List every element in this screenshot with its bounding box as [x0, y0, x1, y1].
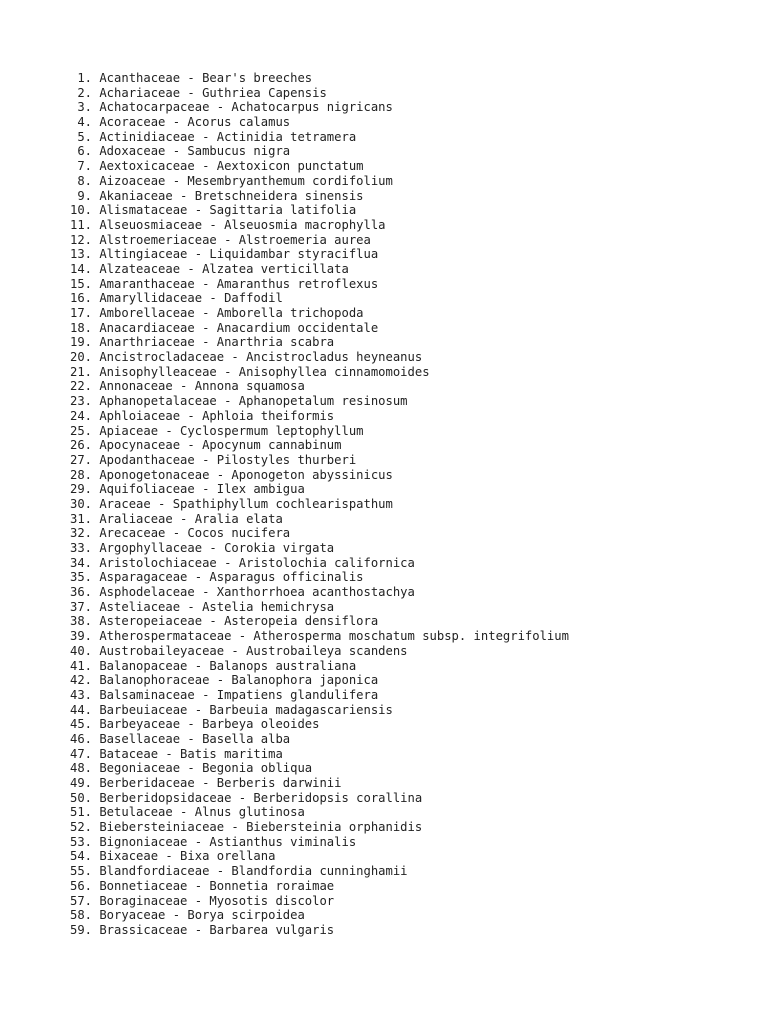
list-item: 52. Biebersteiniaceae - Biebersteinia orphanidis [70, 820, 423, 835]
list-item: 21. Anisophylleaceae - Anisophyllea cinnamomoides [70, 364, 430, 379]
list-item: 5. Actinidiaceae - Actinidia tetramera [70, 129, 357, 144]
list-item: 10. Alismataceae - Sagittaria latifolia [70, 203, 357, 218]
list-item: 48. Begoniaceae - Begonia obliqua [70, 761, 313, 776]
list-item: 25. Apiaceae - Cyclospermum leptophyllum [70, 423, 364, 438]
list-item: 34. Aristolochiaceae - Aristolochia californica [70, 555, 415, 570]
list-item: 43. Balsaminaceae - Impatiens glandulifera [70, 687, 379, 702]
list-item: 23. Aphanopetalaceae - Aphanopetalum resinosum [70, 394, 408, 409]
list-item: 32. Arecaceae - Cocos nucifera [70, 526, 291, 541]
list-item: 4. Acoraceae - Acorus calamus [70, 115, 291, 130]
list-item: 56. Bonnetiaceae - Bonnetia roraimae [70, 878, 335, 893]
plant-family-list [70, 71, 569, 938]
list-item: 3. Achatocarpaceae - Achatocarpus nigricans [70, 100, 393, 115]
list-item: 50. Berberidopsidaceae - Berberidopsis corallina [70, 790, 423, 805]
list-item: 15. Amaranthaceae - Amaranthus retroflexus [70, 276, 379, 291]
list-item: 14. Alzateaceae - Alzatea verticillata [70, 261, 349, 276]
list-item: 42. Balanophoraceae - Balanophora japonica [70, 673, 379, 688]
list-item: 37. Asteliaceae - Astelia hemichrysa [70, 599, 335, 614]
list-item: 51. Betulaceae - Alnus glutinosa [70, 805, 305, 820]
list-item: 6. Adoxaceae - Sambucus nigra [70, 144, 291, 159]
list-item: 35. Asparagaceae - Asparagus officinalis [70, 570, 364, 585]
list-item: 22. Annonaceae - Annona squamosa [70, 379, 305, 394]
list-item: 7. Aextoxicaceae - Aextoxicon punctatum [70, 159, 364, 174]
list-item: 57. Boraginaceae - Myosotis discolor [70, 893, 335, 908]
list-item: 46. Basellaceae - Basella alba [70, 731, 291, 746]
list-item: 41. Balanopaceae - Balanops australiana [70, 658, 357, 673]
list-item: 44. Barbeuiaceae - Barbeuia madagascariensis [70, 702, 393, 717]
list-item: 9. Akaniaceae - Bretschneidera sinensis [70, 188, 364, 203]
list-item: 58. Boryaceae - Borya scirpoidea [70, 908, 305, 923]
list-item: 47. Bataceae - Batis maritima [70, 746, 283, 761]
list-item: 31. Araliaceae - Aralia elata [70, 511, 283, 526]
list-item: 11. Alseuosmiaceae - Alseuosmia macrophylla [70, 217, 386, 232]
list-item: 2. Achariaceae - Guthriea Capensis [70, 85, 327, 100]
list-item: 12. Alstroemeriaceae - Alstroemeria aurea [70, 232, 371, 247]
list-item: 29. Aquifoliaceae - Ilex ambigua [70, 482, 305, 497]
list-item: 19. Anarthriaceae - Anarthria scabra [70, 335, 335, 350]
list-item: 17. Amborellaceae - Amborella trichopoda [70, 306, 364, 320]
list-item: 39. Atherospermataceae - Atherosperma moschatum subsp. integrifolium [70, 629, 569, 644]
list-item: 33. Argophyllaceae - Corokia virgata [70, 541, 335, 555]
list-item: 26. Apocynaceae - Apocynum cannabinum [70, 438, 342, 453]
list-item: 53. Bignoniaceae - Astianthus viminalis [70, 834, 357, 849]
list-item: 55. Blandfordiaceae - Blandfordia cunninghamii [70, 864, 408, 879]
list-item: 20. Ancistrocladaceae - Ancistrocladus heyneanus [70, 350, 423, 365]
list-item: 27. Apodanthaceae - Pilostyles thurberi [70, 452, 357, 467]
list-item: 45. Barbeyaceae - Barbeya oleoides [70, 717, 320, 732]
list-item: 8. Aizoaceae - Mesembryanthemum cordifolium [70, 173, 393, 188]
list-item: 38. Asteropeiaceae - Asteropeia densiflora [70, 614, 379, 629]
list-item: 30. Araceae - Spathiphyllum cochlearispathum [70, 496, 393, 511]
list-item: 59. Brassicaceae - Barbarea vulgaris [70, 922, 335, 937]
list-item: 54. Bixaceae - Bixa orellana [70, 849, 276, 864]
list-item: 1. Acanthaceae - Bear's breeches [70, 71, 313, 85]
list-item: 16. Amaryllidaceae - Daffodil [70, 291, 283, 306]
list-item: 13. Altingiaceae - Liquidambar styraciflua [70, 247, 379, 262]
list-item: 36. Asphodelaceae - Xanthorrhoea acanthostachya [70, 585, 415, 600]
list-item: 28. Aponogetonaceae - Aponogeton abyssinicus [70, 467, 393, 482]
list-item: 49. Berberidaceae - Berberis darwinii [70, 776, 342, 790]
list-item: 24. Aphloiaceae - Aphloia theiformis [70, 408, 335, 423]
list-item: 18. Anacardiaceae - Anacardium occidentale [70, 320, 379, 335]
list-item: 40. Austrobaileyaceae - Austrobaileya scandens [70, 643, 408, 658]
